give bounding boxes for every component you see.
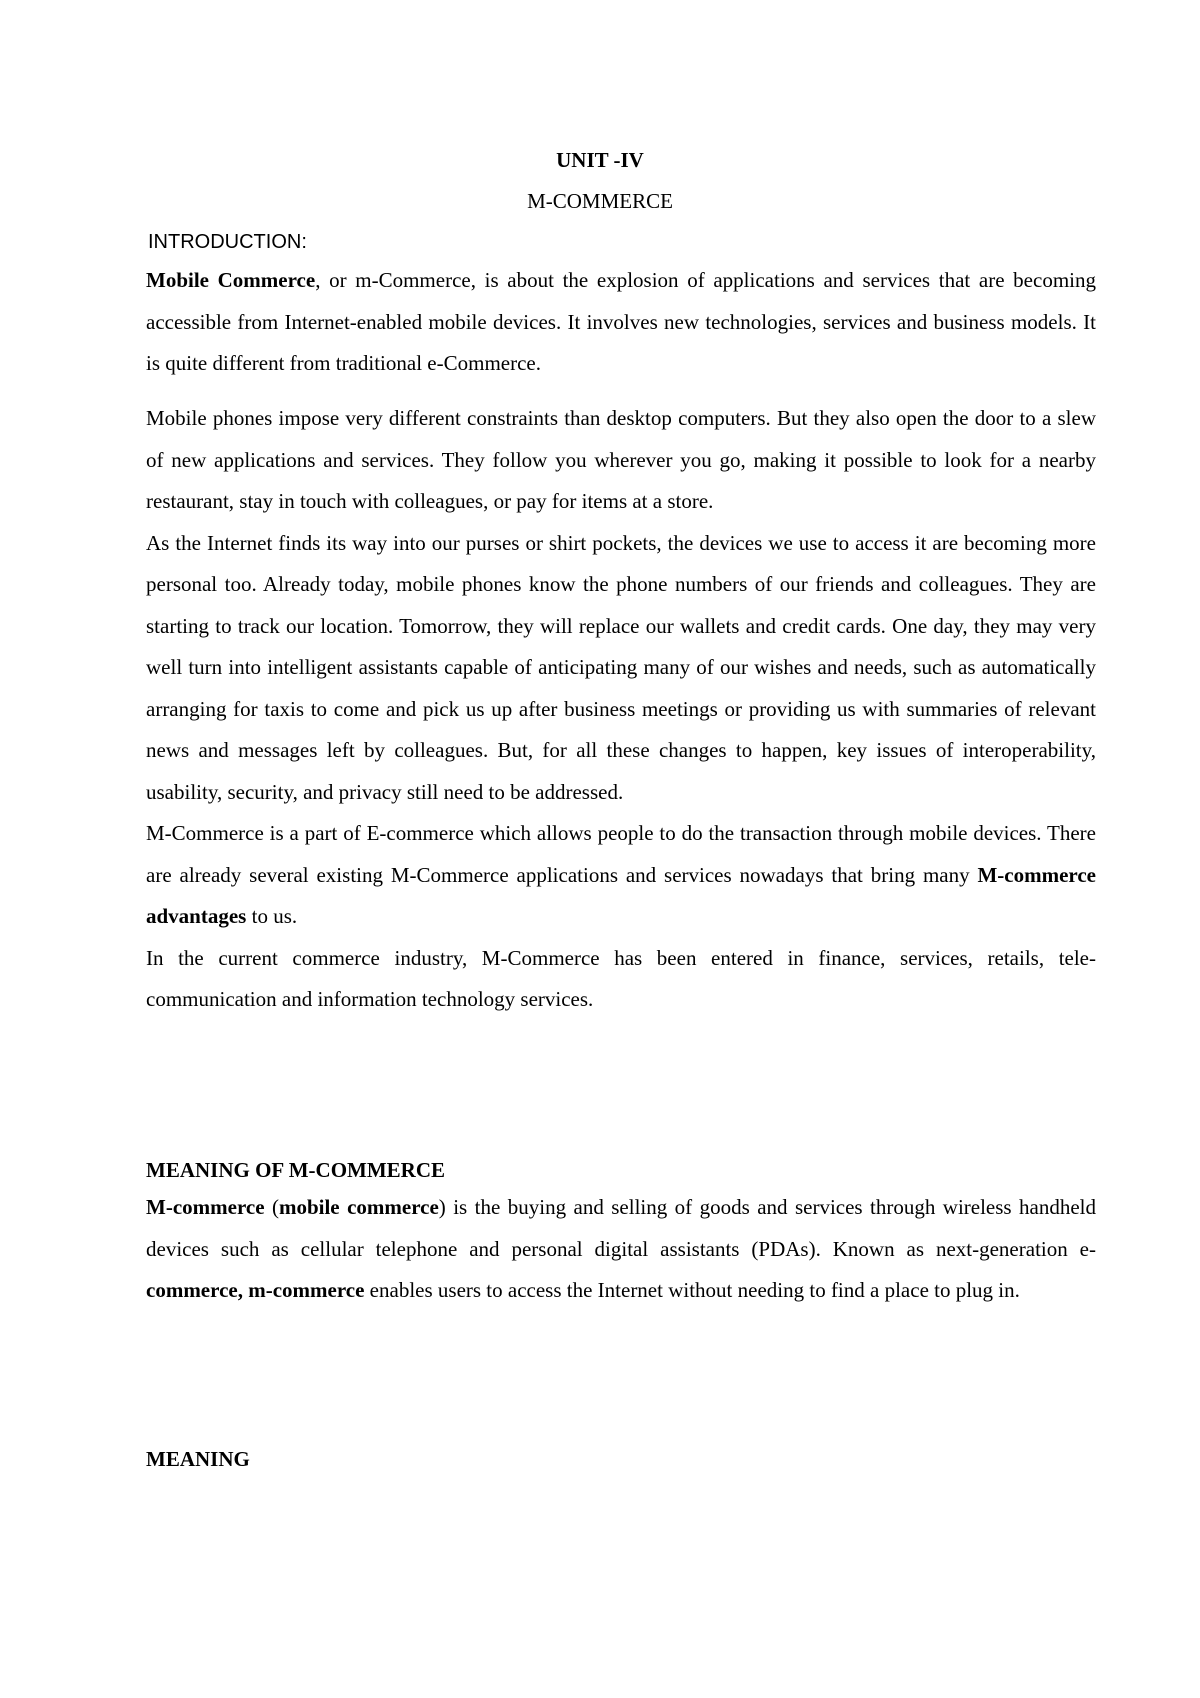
introduction-label: INTRODUCTION: [148, 231, 307, 253]
intro-paragraph-1 [146, 260, 1096, 385]
intro-paragraph-2: Mobile phones impose very different constraints than desktop computers. But they also open the door to a slew of new applications and services. They follow you wherever you go, making it possible to look for a nearby restaurant, stay in touch with colleagues, or pay for items at a store. [146, 406, 1096, 513]
intro-paragraph-3: As the Internet finds its way into our purses or shirt pockets, the devices we use to access it are becoming more personal too. Already today, mobile phones know the phone numbers of our friends and colleagues. They are starting to track our location. Tomorrow, they will replace our wallets and credit cards. One day, they may very well turn into intelligent assistants capable of anticipating many of our wishes and needs, such as automatically arranging for taxis to come and pick us up after business meetings or providing us with summaries of relevant news and messages left by colleagues. But, for all these changes to happen, key issues of interoperability, usability, security, and privacy still need to be addressed. [146, 530, 1096, 804]
mobile-commerce-bold-term: mobile commerce [278, 1195, 439, 1219]
meaning-text-1: ( [264, 1195, 279, 1219]
introduction-section [146, 260, 1096, 385]
meaning-text-2: ) is the buying and selling of goods and services through wireless handheld devices such as cellular telephone and personal digital assistants (PDAs). Known as next-generation e- [146, 1195, 1097, 1261]
intro-paragraph-4 [146, 813, 1096, 938]
meaning-text-3: enables users to access the Internet without needing to find a place to plug in. [364, 1278, 1020, 1302]
page-title: M-COMMERCE [527, 189, 673, 213]
intro-continued-section [146, 398, 1096, 1021]
intro-paragraph-1-text: , or m-Commerce, is about the explosion of applications and services that are becoming accessible from Internet-enabled mobile devices. It involves new technologies, services and business models. It is quite different from traditional e-Commerce. [146, 268, 1096, 375]
meaning-heading: MEANING [146, 1447, 250, 1471]
commerce-m-commerce-term: commerce, m-commerce [146, 1278, 365, 1302]
mobile-commerce-term: Mobile Commerce [146, 268, 316, 292]
m-commerce-advantages-term: M-commerce advantages [146, 862, 1096, 928]
unit-title: UNIT -IV [556, 148, 644, 172]
m-commerce-term: M-commerce [146, 1195, 265, 1219]
intro-paragraph-5: In the current commerce industry, M-Commerce has been entered in finance, services, retails, tele-communication and information technology services. [146, 945, 1096, 1011]
meaning-paragraph [146, 1187, 1096, 1312]
intro-paragraph-4-start: M-Commerce is a part of E-commerce which allows people to do the transaction through mobile devices. There are already several existing M-Commerce applications and services nowadays that bring many [146, 821, 1096, 887]
meaning-section [146, 1187, 1096, 1312]
intro-paragraph-4-end: to us. [246, 904, 298, 928]
meaning-of-m-commerce-heading: MEANING OF M-COMMERCE [146, 1158, 446, 1182]
